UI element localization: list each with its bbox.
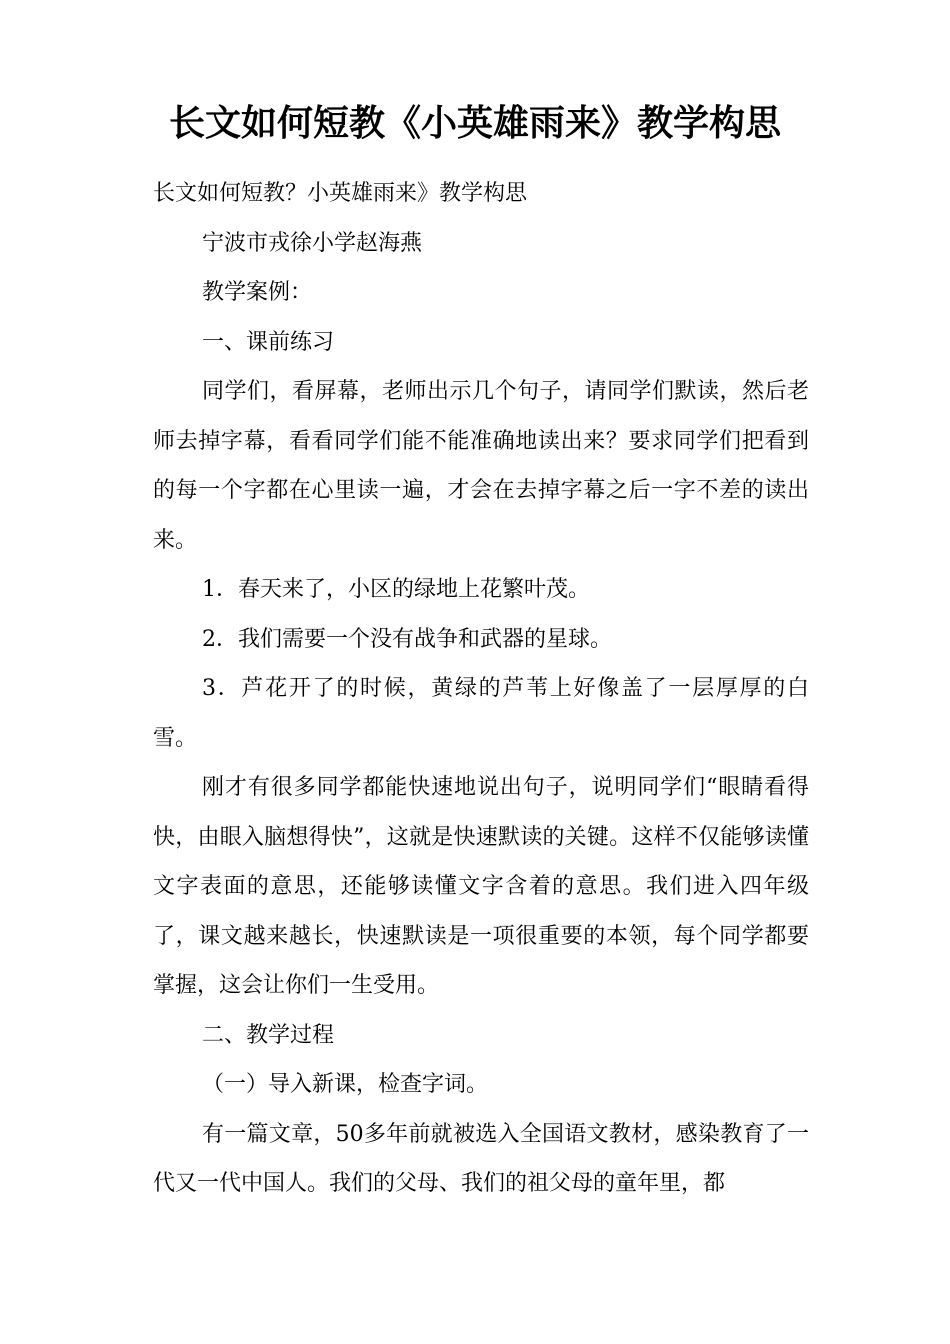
sentence-item-1: 1．春天来了，小区的绿地上花繁叶茂。: [202, 577, 590, 602]
sentence-item-3: 3．芦花开了的时候，黄绿的芦苇上好像盖了一层厚厚的白雪。: [153, 676, 809, 751]
document-title: 长文如何短教《小英雄雨来》教学构思: [168, 103, 781, 144]
sentence-item-2: 2．我们需要一个没有战争和武器的星球。: [202, 626, 612, 652]
subtitle-paragraph: 长文如何短教？小英雄雨来》教学构思: [153, 181, 528, 206]
author-paragraph: 宁波市戎徐小学赵海燕: [202, 230, 423, 256]
lead-in-paragraph: 有一篇文章，50多年前就被选入全国语文教材，感染教育了一代又一代中国人。我们的父母、我们的祖父母的童年里，都: [153, 1121, 809, 1196]
subsection-heading-1: （一）导入新课，检查字词。: [202, 1072, 489, 1097]
section-heading-2: 二、教学过程: [202, 1022, 335, 1048]
document-body: [153, 169, 809, 1209]
case-label-paragraph: 教学案例：: [202, 280, 313, 305]
section-heading-1: 一、课前练习: [202, 329, 335, 355]
intro-paragraph: 同学们，看屏幕，老师出示几个句子，请同学们默读，然后老师去掉字幕，看看同学们能不能准确地读出来？要求同学们把看到的每一个字都在心里读一遍，才会在去掉字幕之后一字不差的读出来。: [153, 379, 809, 553]
comment-paragraph: 刚才有很多同学都能快速地说出句子，说明同学们“眼睛看得快，由眼入脑想得快”，这就是快速默读的关键。这样不仅能够读懂文字表面的意思，还能够读懂文字含着的意思。我们进入四年级了，课文越来越长，快速默读是一项很重要的本领，每个同学都要掌握，这会让你们一生受用。: [153, 775, 809, 998]
